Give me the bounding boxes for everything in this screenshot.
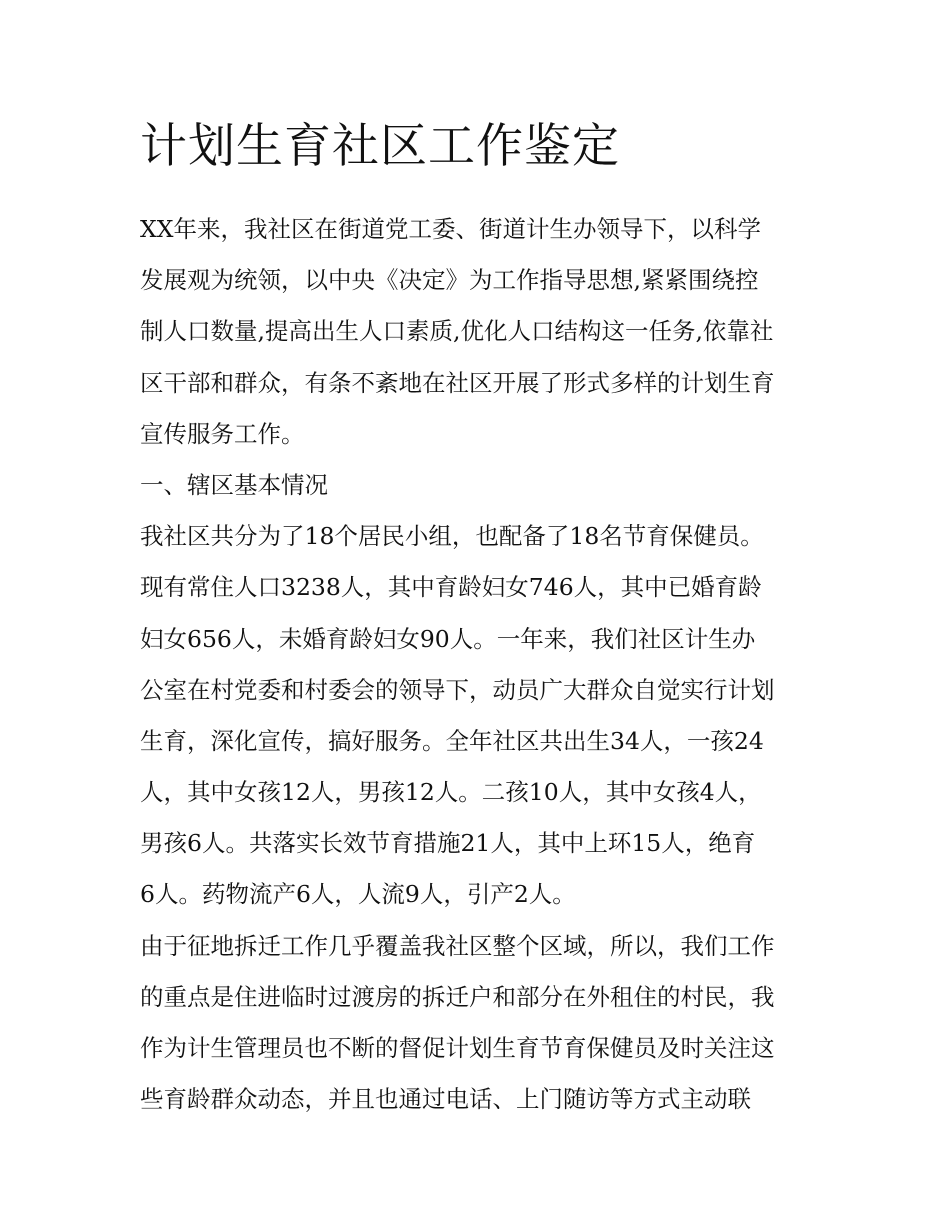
body-line: 作为计生管理员也不断的督促计划生育节育保健员及时关注这: [140, 1034, 775, 1062]
body-line: 现有常住人口3238人，其中育龄妇女746人，其中已婚育龄: [140, 573, 762, 602]
body-line: 男孩6人。共落实长效节育措施21人，其中上环15人，绝育: [140, 829, 756, 858]
body-line: 我社区共分为了18个居民小组，也配备了18名节育保健员。: [140, 522, 764, 551]
section-heading: 一、辖区基本情况: [140, 470, 328, 499]
document-page: [140, 112, 820, 1125]
body-line: 的重点是住进临时过渡房的拆迁户和部分在外租住的村民，我: [140, 982, 775, 1011]
body-line: 发展观为统领，以中央《决定》为工作指导思想,紧紧围绕控: [140, 266, 759, 295]
body-line: 6人。药物流产6人，人流9人，引产2人。: [140, 880, 576, 909]
body-line: 由于征地拆迁工作几乎覆盖我社区整个区域，所以，我们工作: [140, 931, 775, 960]
body-line: 制人口数量,提高出生人口素质,优化人口结构这一任务,依靠社: [140, 317, 774, 346]
body-line: 妇女656人，未婚育龄妇女90人。一年来，我们社区计生办: [140, 624, 756, 653]
body-line: XX年来，我社区在街道党工委、街道计生办领导下，以科学: [140, 215, 761, 243]
body-line: 区干部和群众，有条不紊地在社区开展了形式多样的计划生育: [140, 368, 775, 397]
body-line: 些育龄群众动态，并且也通过电话、上门随访等方式主动联: [140, 1085, 751, 1114]
body-line: 公室在村党委和村委会的领导下，动员广大群众自觉实行计划: [140, 675, 775, 704]
body-line: 生育，深化宣传，搞好服务。全年社区共出生34人，一孩24: [140, 726, 764, 755]
body-line: 宣传服务工作。: [140, 419, 305, 448]
body-line: 人，其中女孩12人，男孩12人。二孩10人，其中女孩4人，: [140, 778, 762, 807]
document-title: 计划生育社区工作鉴定: [140, 119, 620, 174]
document-body: [140, 204, 820, 1125]
